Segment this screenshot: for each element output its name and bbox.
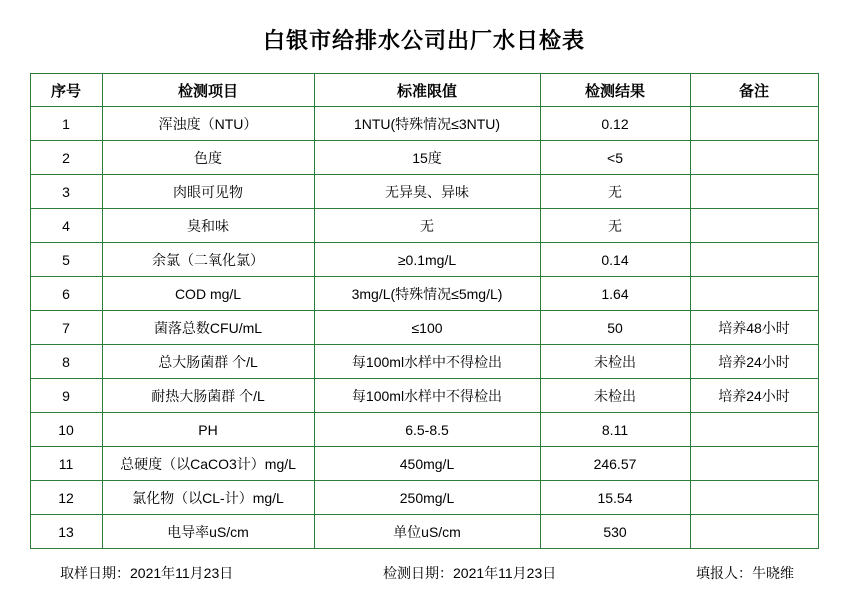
cell-item	[102, 379, 314, 413]
cell-no-text: 4	[62, 217, 70, 234]
cell-no	[30, 515, 102, 549]
cell-item	[102, 345, 314, 379]
column-header-limit-label: 标准限值	[396, 82, 457, 100]
cell-result	[540, 243, 690, 277]
testing-date: 检测日期：2021年11月23日	[383, 565, 557, 581]
table-row	[30, 447, 818, 481]
cell-no-text: 1	[62, 115, 70, 132]
cell-remark	[690, 447, 818, 481]
table-row	[30, 379, 818, 413]
table-header	[30, 74, 818, 107]
cell-limit	[314, 447, 540, 481]
cell-limit	[314, 209, 540, 243]
cell-result-text: 无	[608, 217, 622, 234]
cell-remark	[690, 243, 818, 277]
column-header-limit	[314, 74, 540, 107]
cell-limit-text: 1NTU(特殊情况≤3NTU)	[353, 115, 501, 132]
cell-limit	[314, 141, 540, 175]
cell-no-text: 6	[62, 285, 70, 302]
cell-remark-text: 培养24小时	[718, 353, 790, 370]
cell-remark	[690, 175, 818, 209]
cell-remark	[690, 141, 818, 175]
reporter-name: 填报人：牛晓维	[696, 565, 794, 581]
cell-item-text: 总大肠菌群 个/L	[158, 353, 258, 370]
cell-no	[30, 345, 102, 379]
cell-result	[540, 311, 690, 345]
column-header-item-label: 检测项目	[177, 82, 238, 100]
cell-no	[30, 243, 102, 277]
cell-limit	[314, 277, 540, 311]
cell-limit	[314, 413, 540, 447]
cell-no-text: 13	[58, 523, 74, 540]
table-row	[30, 311, 818, 345]
column-header-remark-label: 备注	[738, 82, 769, 100]
cell-limit	[314, 311, 540, 345]
cell-limit	[314, 481, 540, 515]
table-row	[30, 277, 818, 311]
cell-limit	[314, 243, 540, 277]
cell-remark	[690, 277, 818, 311]
water-quality-table	[30, 73, 819, 549]
cell-no	[30, 141, 102, 175]
cell-result	[540, 447, 690, 481]
cell-limit-text: 250mg/L	[399, 489, 455, 506]
cell-limit-text: 无异臭、异味	[385, 183, 469, 200]
table-row	[30, 175, 818, 209]
cell-item-text: 总硬度（以CaCO3计）mg/L	[120, 455, 296, 472]
table-row	[30, 515, 818, 549]
column-header-no-label: 序号	[50, 82, 81, 100]
cell-limit-text: 450mg/L	[399, 455, 455, 472]
cell-no-text: 11	[58, 455, 74, 472]
cell-item-text: 臭和味	[187, 217, 229, 234]
cell-no-text: 10	[58, 421, 74, 438]
cell-remark	[690, 107, 818, 141]
cell-result	[540, 277, 690, 311]
cell-limit-text: 6.5-8.5	[405, 421, 449, 438]
cell-result-text: 8.11	[601, 421, 629, 438]
cell-result-text: 530	[603, 523, 627, 540]
cell-limit	[314, 515, 540, 549]
cell-result	[540, 209, 690, 243]
cell-limit-text: 每100ml水样中不得检出	[351, 387, 503, 404]
cell-item	[102, 515, 314, 549]
cell-limit-text: 无	[420, 217, 434, 234]
cell-result	[540, 481, 690, 515]
cell-no	[30, 175, 102, 209]
cell-item-text: 肉眼可见物	[173, 183, 243, 200]
cell-item	[102, 243, 314, 277]
cell-result-text: 246.57	[593, 455, 637, 472]
cell-result	[540, 413, 690, 447]
cell-item	[102, 413, 314, 447]
column-header-result	[540, 74, 690, 107]
cell-result	[540, 515, 690, 549]
table-row	[30, 209, 818, 243]
column-header-item	[102, 74, 314, 107]
cell-item	[102, 481, 314, 515]
cell-item-text: 电导率uS/cm	[167, 523, 249, 540]
cell-limit-text: 15度	[412, 149, 442, 166]
table-row	[30, 345, 818, 379]
cell-item-text: 浑浊度（NTU）	[158, 115, 258, 132]
cell-result	[540, 107, 690, 141]
cell-item-text: 色度	[194, 149, 222, 166]
cell-result	[540, 345, 690, 379]
cell-limit-text: ≥0.1mg/L	[397, 251, 457, 268]
cell-no	[30, 379, 102, 413]
cell-no-text: 12	[58, 489, 74, 506]
table-body	[30, 107, 818, 549]
cell-remark	[690, 481, 818, 515]
cell-remark-text: 培养24小时	[718, 387, 790, 404]
cell-result	[540, 175, 690, 209]
table-row	[30, 413, 818, 447]
cell-remark-text: 培养48小时	[718, 319, 790, 336]
page-title: 白银市给排水公司出厂水日检表	[262, 28, 585, 53]
column-header-result-label: 检测结果	[584, 82, 645, 100]
cell-result	[540, 141, 690, 175]
cell-remark	[690, 311, 818, 345]
cell-item-text: 耐热大肠菌群 个/L	[151, 387, 265, 404]
cell-item-text: PH	[198, 421, 218, 438]
cell-no-text: 9	[62, 387, 70, 404]
cell-result-text: 未检出	[594, 387, 636, 404]
table-row	[30, 141, 818, 175]
cell-result-text: <5	[607, 149, 623, 166]
cell-no	[30, 209, 102, 243]
cell-no-text: 8	[62, 353, 70, 370]
cell-limit-text: ≤100	[411, 319, 443, 336]
column-header-remark	[690, 74, 818, 107]
cell-no	[30, 447, 102, 481]
table-header-row	[30, 74, 818, 107]
cell-limit-text: 每100ml水样中不得检出	[351, 353, 503, 370]
cell-result-text: 0.12	[601, 115, 629, 132]
cell-result-text: 50	[607, 319, 623, 336]
cell-item	[102, 141, 314, 175]
cell-item-text: 氯化物（以CL-计）mg/L	[132, 489, 284, 506]
cell-result-text: 无	[608, 183, 622, 200]
cell-item-text: 菌落总数CFU/mL	[153, 319, 263, 336]
cell-result	[540, 379, 690, 413]
cell-item	[102, 107, 314, 141]
cell-item	[102, 311, 314, 345]
cell-item	[102, 209, 314, 243]
cell-item	[102, 447, 314, 481]
cell-remark	[690, 209, 818, 243]
cell-limit-text: 单位uS/cm	[393, 523, 461, 540]
cell-no-text: 7	[62, 319, 70, 336]
cell-result-text: 0.14	[601, 251, 629, 268]
cell-limit	[314, 175, 540, 209]
cell-item	[102, 175, 314, 209]
table-row	[30, 243, 818, 277]
report-footer	[30, 549, 818, 583]
cell-result-text: 1.64	[601, 285, 629, 302]
sampling-date: 取样日期：2021年11月23日	[60, 565, 234, 581]
cell-limit	[314, 379, 540, 413]
cell-limit-text: 3mg/L(特殊情况≤5mg/L)	[351, 285, 503, 302]
cell-no-text: 5	[62, 251, 70, 268]
cell-item-text: COD mg/L	[174, 285, 242, 302]
table-row	[30, 107, 818, 141]
cell-no	[30, 277, 102, 311]
cell-limit	[314, 345, 540, 379]
cell-no-text: 3	[62, 183, 70, 200]
cell-no	[30, 107, 102, 141]
cell-no	[30, 413, 102, 447]
cell-remark	[690, 413, 818, 447]
cell-result-text: 未检出	[594, 353, 636, 370]
cell-remark	[690, 515, 818, 549]
cell-no	[30, 311, 102, 345]
cell-item-text: 余氯（二氧化氯）	[152, 251, 264, 268]
cell-item	[102, 277, 314, 311]
cell-remark	[690, 379, 818, 413]
cell-result-text: 15.54	[597, 489, 633, 506]
table-row	[30, 481, 818, 515]
cell-limit	[314, 107, 540, 141]
cell-remark	[690, 345, 818, 379]
cell-no-text: 2	[62, 149, 70, 166]
column-header-no	[30, 74, 102, 107]
cell-no	[30, 481, 102, 515]
